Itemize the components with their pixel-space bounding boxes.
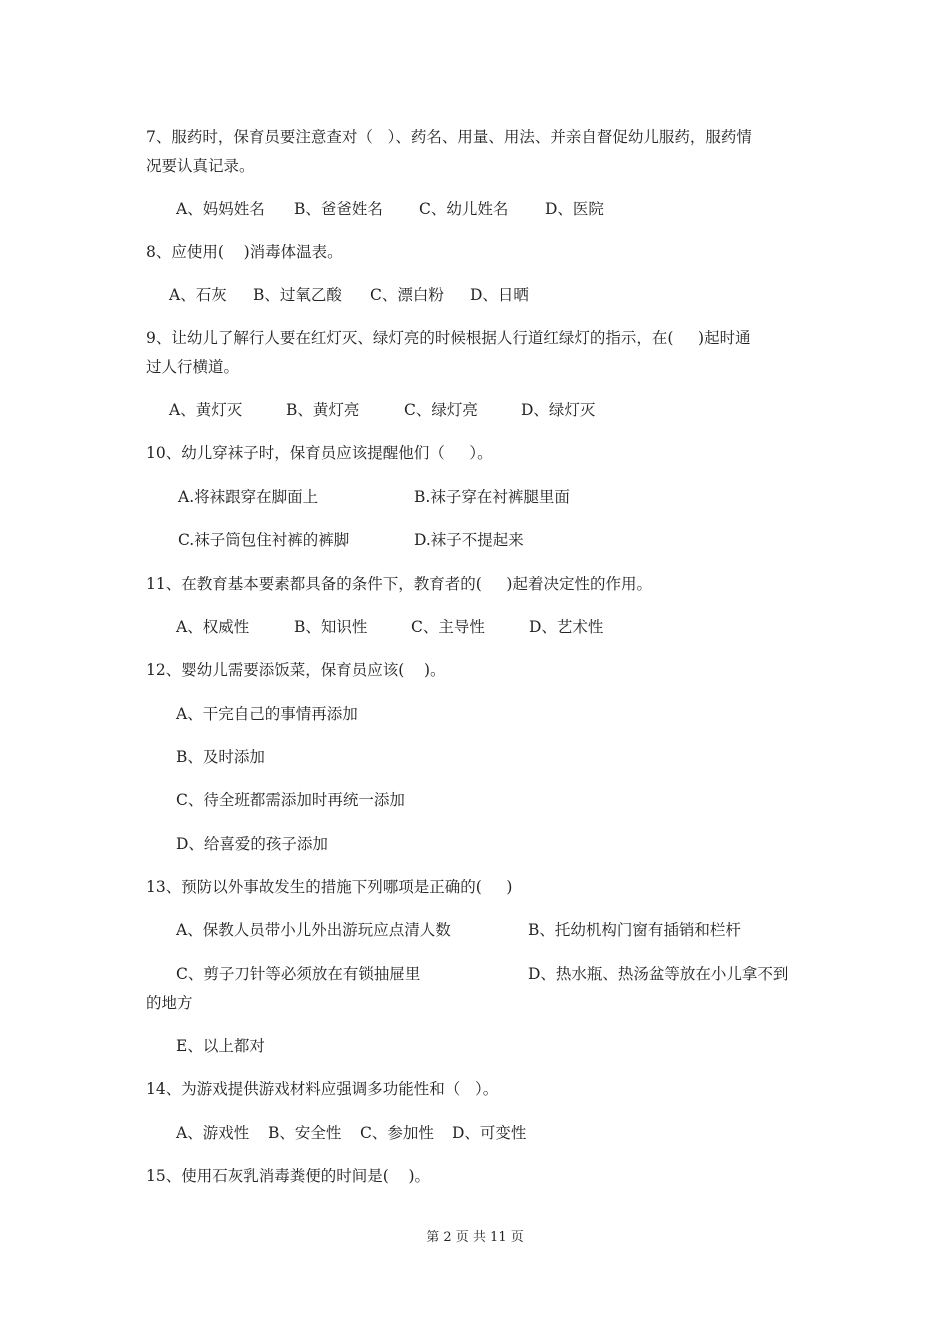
question-13-option-d: D、热水瓶、热汤盆等放在小儿拿不到 <box>528 965 789 983</box>
question-11-stem: 11、在教育基本要素都具备的条件下，教育者的( )起着决定性的作用。 <box>146 575 652 593</box>
question-15-stem: 15、使用石灰乳消毒粪便的时间是( )。 <box>146 1167 431 1185</box>
question-8-option-b: B、过氧乙酸 <box>253 286 342 304</box>
question-12-option-b: B、及时添加 <box>176 748 265 766</box>
question-10-option-b: B.袜子穿在衬裤腿里面 <box>414 488 570 506</box>
question-9-option-b: B、黄灯亮 <box>286 401 360 419</box>
question-11-option-b: B、知识性 <box>294 618 368 636</box>
page-footer: 第 2 页 共 11 页 <box>426 1230 524 1245</box>
question-9-stem-line1: 9、让幼儿了解行人要在红灯灭、绿灯亮的时候根据人行道红绿灯的指示，在( )起时通 <box>146 329 751 347</box>
question-8-option-d: D、日晒 <box>470 286 529 304</box>
question-13-option-b: B、托幼机构门窗有插销和栏杆 <box>528 921 741 939</box>
question-11-option-a: A、权威性 <box>176 618 250 636</box>
question-13-option-c: C、剪子刀针等必须放在有锁抽屉里 <box>176 965 421 983</box>
question-7-stem-line2: 况要认真记录。 <box>146 157 255 175</box>
question-10-option-d: D.袜子不提起来 <box>414 531 524 549</box>
question-12-option-d: D、给喜爱的孩子添加 <box>176 835 328 853</box>
question-13-stem: 13、预防以外事故发生的措施下列哪项是正确的( ) <box>146 878 513 896</box>
question-10-option-c: C.袜子筒包住衬裤的裤脚 <box>178 531 350 549</box>
question-7-option-b: B、爸爸姓名 <box>294 200 383 218</box>
question-7-option-d: D、医院 <box>545 200 604 218</box>
question-8-option-c: C、漂白粉 <box>370 286 444 304</box>
question-8-stem: 8、应使用( )消毒体温表。 <box>146 243 343 261</box>
question-7-option-c: C、幼儿姓名 <box>419 200 509 218</box>
question-9-option-d: D、绿灯灭 <box>521 401 596 419</box>
question-13-option-a: A、保教人员带小儿外出游玩应点清人数 <box>176 921 451 939</box>
question-8-option-a: A、石灰 <box>169 286 227 304</box>
question-14-option-d: D、可变性 <box>452 1124 527 1142</box>
question-10-stem: 10、幼儿穿袜子时，保育员应该提醒他们（ ）。 <box>146 444 493 462</box>
question-13-option-d-wrap: 的地方 <box>146 994 193 1012</box>
question-7-stem-line1: 7、服药时，保育员要注意查对（ ）、药名、用量、用法、并亲自督促幼儿服药，服药情 <box>146 128 752 146</box>
question-14-option-c: C、参加性 <box>360 1124 434 1142</box>
question-13-option-e: E、以上都对 <box>176 1037 265 1055</box>
question-10-option-a: A.将袜跟穿在脚面上 <box>178 488 319 506</box>
question-12-option-c: C、待全班都需添加时再统一添加 <box>176 791 405 809</box>
question-14-option-a: A、游戏性 <box>176 1124 250 1142</box>
question-11-option-c: C、主导性 <box>411 618 485 636</box>
question-9-option-c: C、绿灯亮 <box>404 401 478 419</box>
question-14-option-b: B、安全性 <box>268 1124 342 1142</box>
question-11-option-d: D、艺术性 <box>529 618 604 636</box>
question-7-option-a: A、妈妈姓名 <box>176 200 265 218</box>
question-12-option-a: A、干完自己的事情再添加 <box>176 705 358 723</box>
question-9-stem-line2: 过人行横道。 <box>146 358 240 376</box>
question-9-option-a: A、黄灯灭 <box>169 401 243 419</box>
question-12-stem: 12、婴幼儿需要添饭菜，保育员应该( )。 <box>146 661 446 679</box>
question-14-stem: 14、为游戏提供游戏材料应强调多功能性和（ ）。 <box>146 1080 499 1098</box>
